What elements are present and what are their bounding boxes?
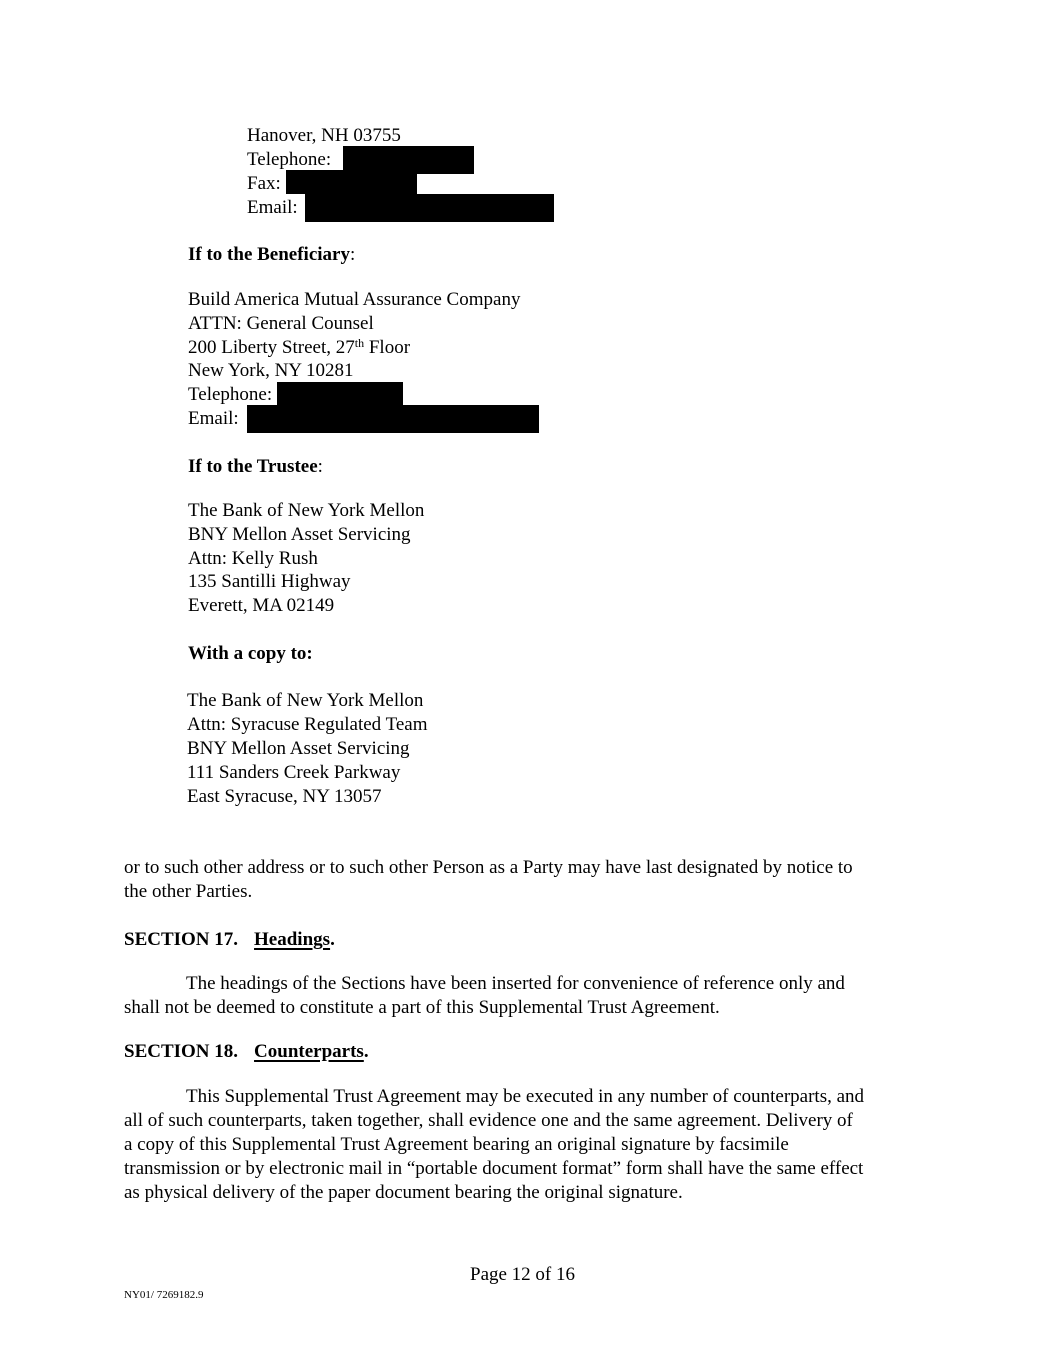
trustee-address-line: Attn: Kelly Rush (188, 548, 318, 569)
trustee-heading (188, 455, 323, 479)
section-17-period: . (330, 929, 335, 950)
document-id: NY01/ 7269182.9 (124, 1289, 204, 1301)
sender-telephone-label: Telephone: (247, 149, 332, 170)
section-18-line: a copy of this Supplemental Trust Agreement bearing an original signature by facsimile (124, 1134, 789, 1155)
closing-paragraph-line: the other Parties. (124, 881, 253, 902)
section-17-title: Headings (254, 929, 331, 950)
section-18-line: all of such counterparts, taken together, shall evidence one and the same agreement. Delivery of (124, 1110, 853, 1131)
section-18-heading (124, 1040, 369, 1064)
section-18-period: . (363, 1041, 369, 1062)
beneficiary-street-suffix: Floor (364, 337, 411, 358)
beneficiary-city-line: New York, NY 10281 (188, 360, 354, 381)
beneficiary-street-prefix: 200 Liberty Street, 27 (188, 337, 355, 358)
section-18-line: transmission or by electronic mail in “portable document format” form shall have the same effect (124, 1158, 864, 1179)
beneficiary-heading-colon: : (349, 244, 356, 265)
beneficiary-street (188, 336, 410, 360)
redaction-box (286, 170, 417, 194)
copy-to-address-line: BNY Mellon Asset Servicing (187, 738, 410, 759)
redaction-box (305, 194, 554, 222)
copy-to-address-line: The Bank of New York Mellon (187, 690, 424, 711)
sender-city-line: Hanover, NH 03755 (247, 125, 401, 146)
section-18-number: SECTION 18. (124, 1041, 239, 1062)
closing-paragraph-line: or to such other address or to such other Person as a Party may have last designated by notice to (124, 857, 853, 878)
trustee-heading-text: If to the Trustee (188, 456, 318, 477)
section-17-heading (124, 928, 335, 952)
beneficiary-company: Build America Mutual Assurance Company (188, 289, 521, 310)
sender-email-label: Email: (247, 197, 298, 218)
beneficiary-heading (188, 243, 355, 267)
page-number: Page 12 of 16 (470, 1264, 576, 1285)
trustee-address-line: 135 Santilli Highway (188, 571, 351, 592)
beneficiary-heading-text: If to the Beneficiary (188, 244, 350, 265)
section-18-line: This Supplemental Trust Agreement may be executed in any number of counterparts, and (186, 1086, 865, 1107)
section-17-number: SECTION 17. (124, 929, 239, 950)
trustee-address-line: BNY Mellon Asset Servicing (188, 524, 411, 545)
redaction-box (247, 405, 539, 433)
beneficiary-email-label: Email: (188, 408, 239, 429)
section-18-line: as physical delivery of the paper document bearing the original signature. (124, 1182, 683, 1203)
copy-to-address-line: East Syracuse, NY 13057 (187, 786, 382, 807)
sender-fax-label: Fax: (247, 173, 281, 194)
redaction-box (277, 382, 403, 406)
section-17-line: The headings of the Sections have been inserted for convenience of reference only and (186, 973, 845, 994)
beneficiary-telephone-label: Telephone: (188, 384, 273, 405)
beneficiary-street-sup: th (354, 336, 365, 350)
trustee-address-line: The Bank of New York Mellon (188, 500, 425, 521)
copy-to-address-line: Attn: Syracuse Regulated Team (187, 714, 428, 735)
beneficiary-attn: ATTN: General Counsel (188, 313, 374, 334)
section-17-line: shall not be deemed to constitute a part of this Supplemental Trust Agreement. (124, 997, 720, 1018)
copy-to-address-line: 111 Sanders Creek Parkway (187, 762, 401, 783)
trustee-address-line: Everett, MA 02149 (188, 595, 335, 616)
trustee-heading-colon: : (317, 456, 323, 477)
copy-to-heading: With a copy to: (188, 643, 313, 664)
section-18-title: Counterparts (254, 1041, 364, 1062)
